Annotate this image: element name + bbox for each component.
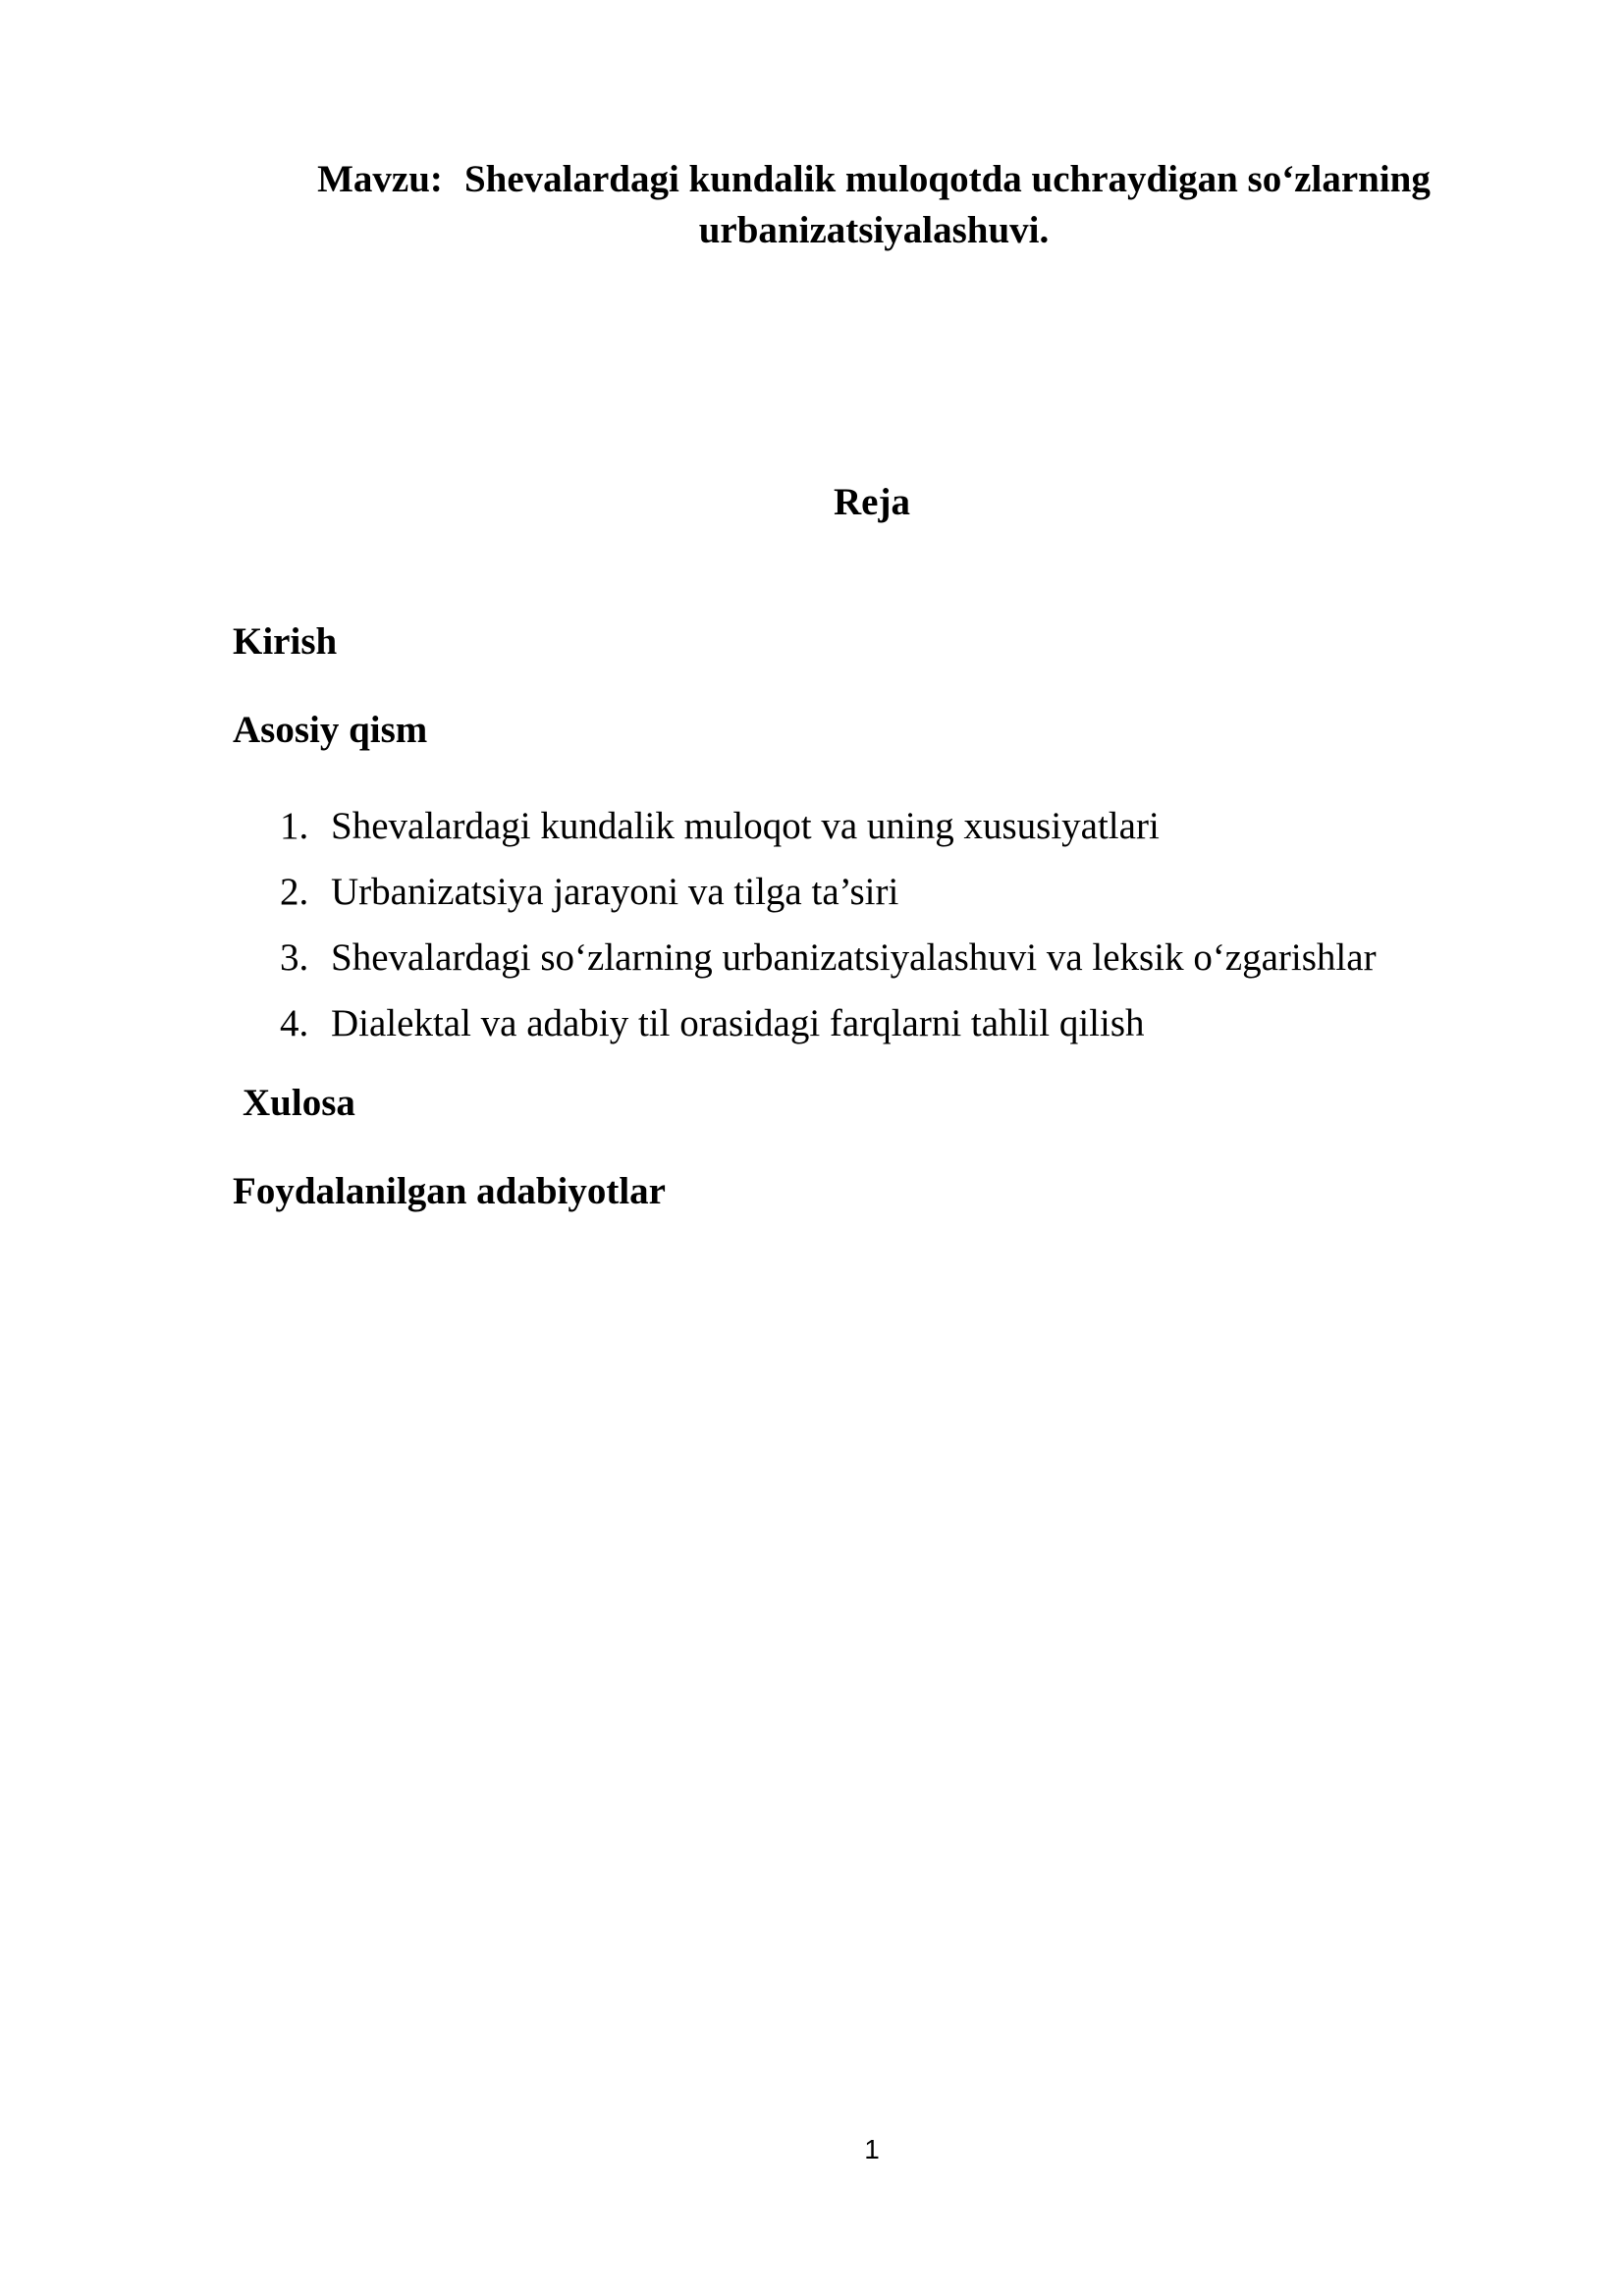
section-conclusion: Xulosa [243, 1082, 355, 1124]
main-part-list [280, 793, 1377, 1056]
title-label: Mavzu: [317, 158, 443, 200]
title-text: Shevalardagi kundalik muloqotda uchraydigan so‘zlarning [463, 158, 1431, 200]
list-item-number: 2. [280, 871, 309, 913]
list-item-number: 4. [280, 1002, 309, 1044]
title-line-1 [236, 154, 1512, 205]
section-main-part: Asosiy qism [233, 709, 428, 751]
list-item-text: Shevalardagi kundalik muloqot va uning xususiyatlari [331, 805, 1160, 847]
list-item [280, 990, 1377, 1056]
list-item-text: Dialektal va adabiy til orasidagi farqlarni tahlil qilish [331, 1002, 1145, 1044]
page-number: 1 [864, 2134, 880, 2164]
section-introduction: Kirish [233, 620, 338, 663]
list-item [280, 859, 1377, 925]
list-item-text: Urbanizatsiya jarayoni va tilga ta’siri [331, 871, 899, 913]
list-item-number: 1. [280, 805, 309, 847]
document-title [236, 154, 1512, 256]
list-item [280, 925, 1377, 990]
list-item-number: 3. [280, 936, 309, 979]
title-line-2: urbanizatsiyalashuvi. [698, 209, 1050, 251]
section-references: Foydalanilgan adabiyotlar [233, 1170, 666, 1212]
list-item-text: Shevalardagi so‘zlarning urbanizatsiyalashuvi va leksik o‘zgarishlar [331, 936, 1377, 979]
plan-heading: Reja [834, 481, 910, 523]
list-item [280, 793, 1377, 859]
